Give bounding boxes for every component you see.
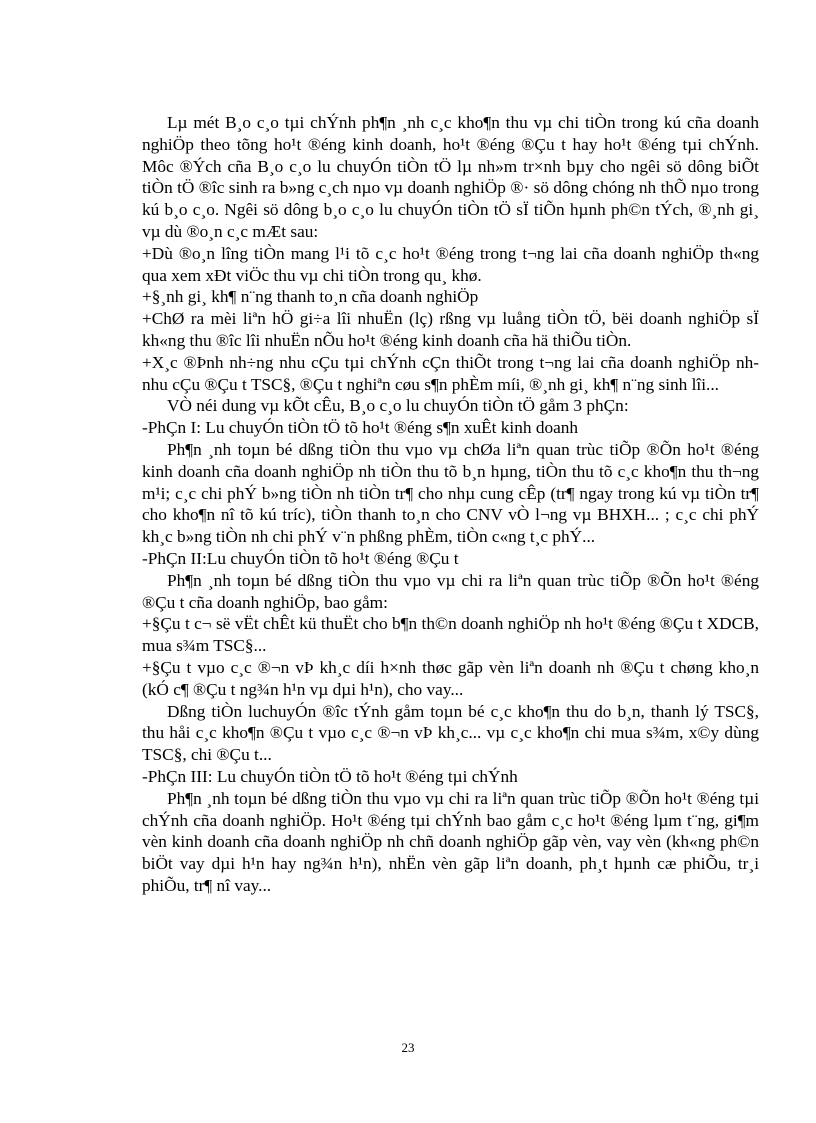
paragraph-part-3: Ph¶n ¸nh toµn bé dßng tiÒn thu vµo vµ chi ra liªn quan trùc tiÕp ®Õn ho¹t ®éng tµi chÝnh cña doanh nghiÖp. Ho¹t ®éng tµi chÝnh bao gåm c¸c ho¹t ®éng lµm t¨ng, gi¶m vèn kinh doanh cña doanh nghiÖp nh chñ doanh nghiÖp gãp vèn, vay vèn (kh«ng ph©n biÖt vay dµi h¹n hay ng¾n h¹n), nhËn vèn gãp liªn doanh, ph¸t hµnh cæ phiÕu, tr¸i phiÕu, tr¶ nî vay... [142, 788, 759, 895]
paragraph-forecast: +Dù ®o¸n lîng tiÒn mang l¹i tõ c¸c ho¹t ®éng trong t¬ng lai cña doanh nghiÖp th«ng qua xem xÐt viÖc thu vµ chi tiÒn trong qu¸ khø. [142, 243, 759, 285]
page-number: 23 [401, 1040, 415, 1055]
paragraph-structure: VÒ néi dung vµ kÕt cÊu, B¸o c¸o lu chuyÓn tiÒn tÖ gåm 3 phÇn: [167, 396, 629, 416]
paragraph-part-2-item-2: +§Çu t vµo c¸c ®¬n vÞ kh¸c díi h×nh thøc gãp vèn liªn doanh nh ®Çu t chøng kho¸n (kÓ c¶ ®Çu t ng¾n h¹n vµ dµi h¹n), cho vay... [142, 657, 759, 699]
heading-part-1: -PhÇn I: Lu chuyÓn tiÒn tÖ tõ ho¹t ®éng s¶n xuÊt kinh doanh [142, 418, 579, 438]
paragraph-part-1: Ph¶n ¸nh toµn bé dßng tiÒn thu vµo vµ chØa liªn quan trùc tiÕp ®Õn ho¹t ®éng kinh doanh cña doanh nghiÖp nh tiÒn thu tõ b¸n hµng, tiÒn thu tõ c¸c kho¶n thu th¬ng m¹i; c¸c chi phÝ b»ng tiÒn nh tiÒn tr¶ cho nhµ cung cÊp (tr¶ ngay trong kú vµ tiÒn tr¶ cho kho¶n nî tõ kú tríc), tiÒn thanh to¸n cho CNV vÒ l¬ng vµ BHXH... ; c¸c chi phÝ kh¸c b»ng tiÒn nh chi phÝ v¨n phßng phÈm, tiÒn c«ng t¸c phÝ... [142, 439, 759, 547]
paragraph-part-2-item-1: +§Çu t c¬ së vËt chÊt kü thuËt cho b¶n th©n doanh nghiÖp nh ho¹t ®éng ®Çu t XDCB, mua s¾m TSC§... [142, 614, 759, 656]
heading-part-2: -PhÇn II:Lu chuyÓn tiÒn tõ ho¹t ®éng ®Çu t [142, 548, 459, 568]
page-body [142, 112, 759, 897]
heading-part-3: -PhÇn III: Lu chuyÓn tiÒn tÖ tõ ho¹t ®éng tµi chÝnh [142, 766, 518, 786]
paragraph-solvency: +§¸nh gi¸ kh¶ n¨ng thanh to¸n cña doanh nghiÖp [142, 287, 479, 307]
paragraph-intro: Lµ mét B¸o c¸o tµi chÝnh ph¶n ¸nh c¸c kho¶n thu vµ chi tiÒn trong kú cña doanh nghiÖp theo tõng ho¹t ®éng kinh doanh, ho¹t ®éng ®Çu t hay ho¹t ®éng tµi chÝnh. Môc ®Ých cña B¸o c¸o lu chuyÓn tiÒn tÖ lµ nh»m tr×nh bµy cho ngêi sö dông biÕt tiÒn tÖ ®îc sinh ra b»ng c¸ch nµo vµ doanh nghiÖp ®· sö dông chóng nh thÕ nµo trong kú b¸o c¸o. Ngêi sö dông b¸o c¸o lu chuyÓn tiÒn tÖ sÏ tiÕn hµnh ph©n tÝch, ®¸nh gi¸ vµ dù ®o¸n c¸c mÆt sau: [142, 113, 759, 241]
paragraph-profit-relation: +ChØ ra mèi liªn hÖ gi÷a lîi nhuËn (lç) rßng vµ luång tiÒn tÖ, bëi doanh nghiÖp sÏ kh«ng thu ®îc lîi nhuËn nÕu ho¹t ®éng kinh doanh cña hä thiÕu tiÒn. [142, 309, 759, 350]
paragraph-financial-needs: +X¸c ®Þnh nh÷ng nhu cÇu tµi chÝnh cÇn thiÕt trong t¬ng lai cña doanh nghiÖp nh nhu cÇu ®Çu t TSC§, ®Çu t nghiªn cøu s¶n phÈm míi, ®¸nh gi¸ kh¶ n¨ng sinh lîi... [142, 352, 759, 394]
paragraph-part-2-cashflow: Dßng tiÒn luchuyÓn ®îc tÝnh gåm toµn bé c¸c kho¶n thu do b¸n, thanh lý TSC§, thu håi c¸c kho¶n ®Çu t vµo c¸c ®¬n vÞ kh¸c... vµ c¸c kho¶n chi mua s¾m, x©y dùng TSC§, chi ®Çu t... [142, 701, 759, 765]
paragraph-part-2: Ph¶n ¸nh toµn bé dßng tiÒn thu vµo vµ chi ra liªn quan trùc tiÕp ®Õn ho¹t ®éng ®Çu t cña doanh nghiÖp, bao gåm: [142, 570, 759, 612]
